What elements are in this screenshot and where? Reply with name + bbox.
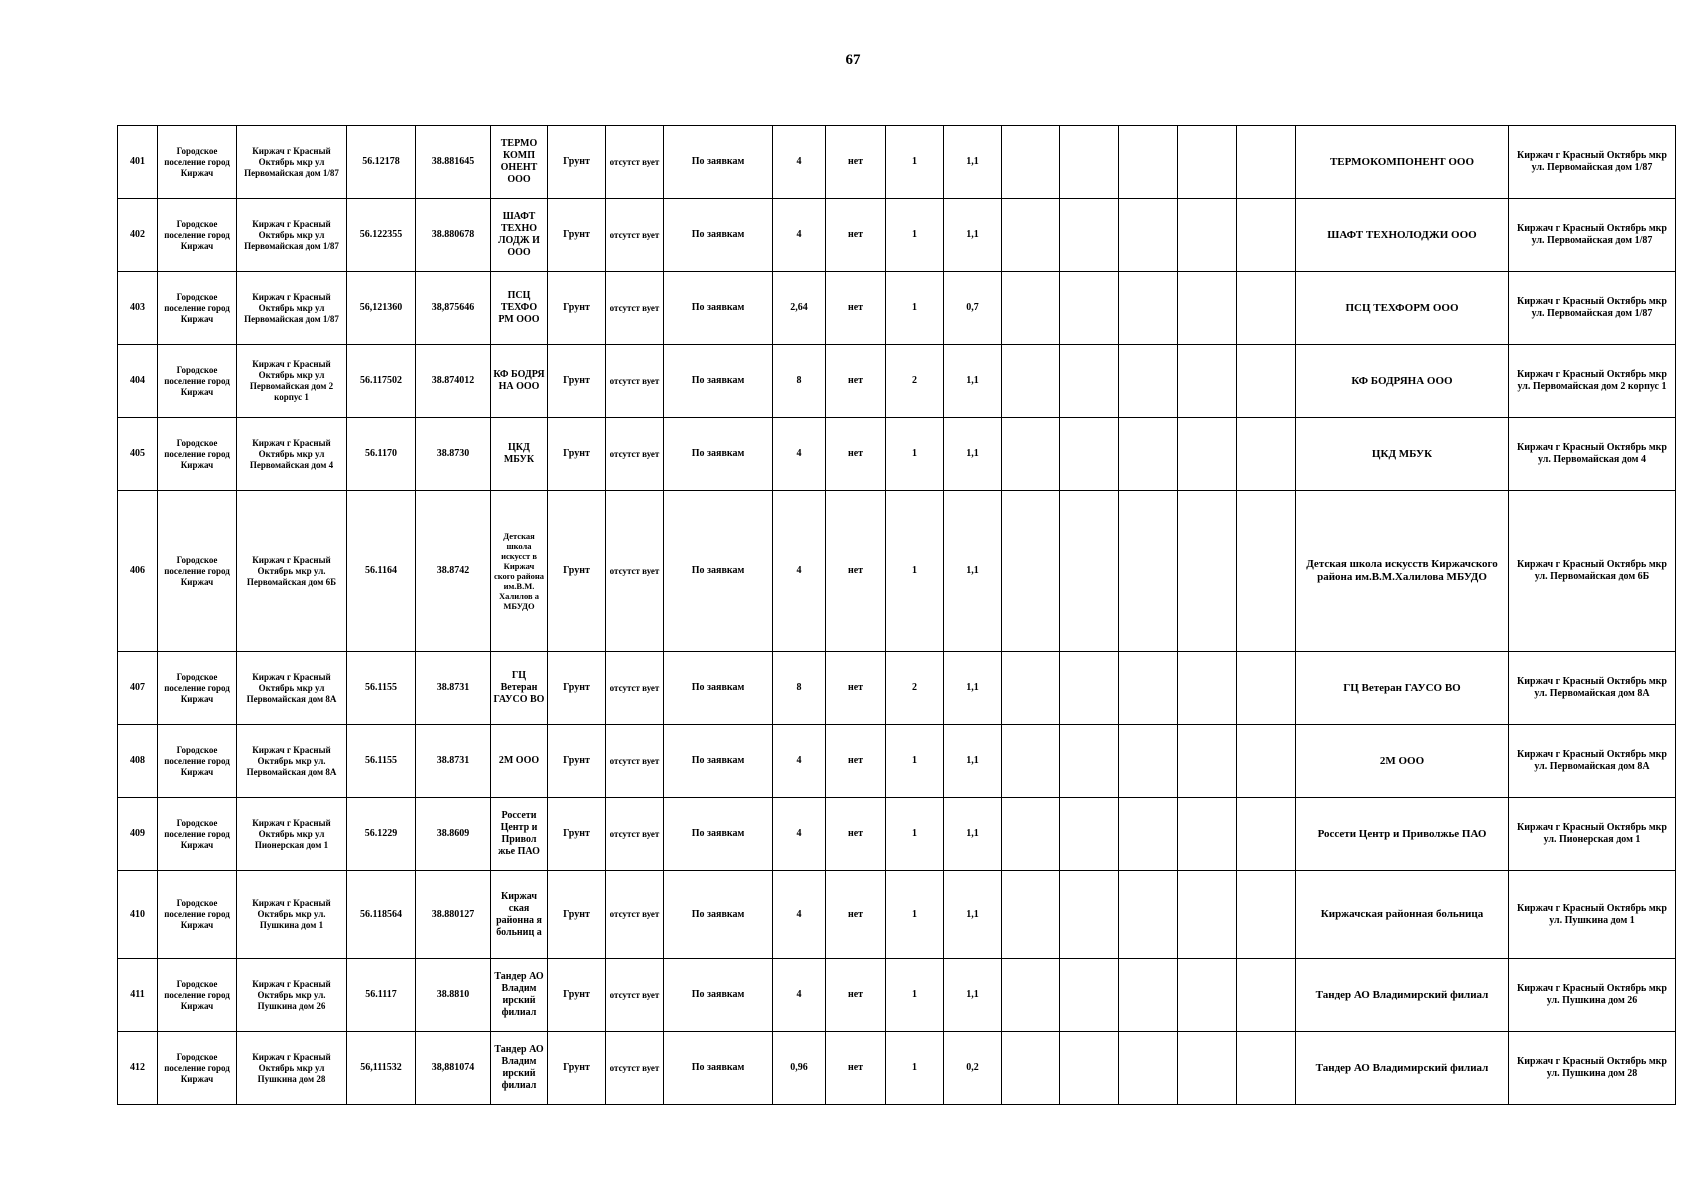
empty-cell <box>1178 199 1237 272</box>
table-row <box>118 1032 1676 1105</box>
empty-cell <box>1002 652 1060 725</box>
empty-cell <box>1119 272 1178 345</box>
area-cell: 4 <box>773 199 826 272</box>
empty-cell <box>1002 871 1060 959</box>
empty-cell <box>1060 272 1119 345</box>
cover-cell: нет <box>826 871 886 959</box>
owner-short-cell: Детская школа искусст в Киржач ского района им.В.М. Халилов а МБУДО <box>491 491 548 652</box>
empty-cell <box>1119 871 1178 959</box>
volume-cell: 1,1 <box>944 418 1002 491</box>
empty-cell <box>1060 345 1119 418</box>
longitude-cell: 38.880678 <box>416 199 491 272</box>
fence-cell: отсутст вует <box>606 871 664 959</box>
address-cell: Киржач г Красный Октябрь мкр ул Первомайская дом 8А <box>237 652 347 725</box>
empty-cell <box>1178 418 1237 491</box>
empty-cell <box>1060 199 1119 272</box>
empty-cell <box>1002 345 1060 418</box>
organization-address-cell: Киржач г Красный Октябрь мкр ул. Первомайская дом 2 корпус 1 <box>1509 345 1676 418</box>
owner-short-cell: ТЕРМО КОМП ОНЕНТ ООО <box>491 126 548 199</box>
latitude-cell: 56.1155 <box>347 725 416 798</box>
empty-cell <box>1060 959 1119 1032</box>
organization-address-cell: Киржач г Красный Октябрь мкр ул. Первомайская дом 1/87 <box>1509 272 1676 345</box>
address-cell: Киржач г Красный Октябрь мкр ул Первомайская дом 1/87 <box>237 199 347 272</box>
cover-cell: нет <box>826 652 886 725</box>
waste-sites-table <box>117 125 1676 1105</box>
table-row <box>118 272 1676 345</box>
row-number: 404 <box>118 345 158 418</box>
empty-cell <box>1237 272 1296 345</box>
volume-cell: 0,7 <box>944 272 1002 345</box>
empty-cell <box>1178 652 1237 725</box>
table-row <box>118 652 1676 725</box>
page-number: 67 <box>845 52 861 68</box>
longitude-cell: 38.874012 <box>416 345 491 418</box>
settlement-cell: Городское поселение город Киржач <box>158 652 237 725</box>
fence-cell: отсутст вует <box>606 959 664 1032</box>
volume-cell: 1,1 <box>944 959 1002 1032</box>
fence-cell: отсутст вует <box>606 1032 664 1105</box>
surface-cell: Грунт <box>548 199 606 272</box>
schedule-cell: По заявкам <box>664 491 773 652</box>
longitude-cell: 38.881645 <box>416 126 491 199</box>
address-cell: Киржач г Красный Октябрь мкр ул Первомайская дом 4 <box>237 418 347 491</box>
empty-cell <box>1060 418 1119 491</box>
latitude-cell: 56,121360 <box>347 272 416 345</box>
row-number: 407 <box>118 652 158 725</box>
volume-cell: 1,1 <box>944 491 1002 652</box>
settlement-cell: Городское поселение город Киржач <box>158 126 237 199</box>
area-cell: 8 <box>773 345 826 418</box>
surface-cell: Грунт <box>548 491 606 652</box>
table-row <box>118 725 1676 798</box>
organization-name-cell: Детская школа искусств Киржачского района им.В.М.Халилова МБУДО <box>1296 491 1509 652</box>
cover-cell: нет <box>826 1032 886 1105</box>
address-cell: Киржач г Красный Октябрь мкр ул. Пушкина дом 26 <box>237 959 347 1032</box>
fence-cell: отсутст вует <box>606 199 664 272</box>
row-number: 402 <box>118 199 158 272</box>
settlement-cell: Городское поселение город Киржач <box>158 272 237 345</box>
empty-cell <box>1002 725 1060 798</box>
containers-cell: 1 <box>886 491 944 652</box>
longitude-cell: 38.880127 <box>416 871 491 959</box>
owner-short-cell: ГЦ Ветеран ГАУСО ВО <box>491 652 548 725</box>
settlement-cell: Городское поселение город Киржач <box>158 199 237 272</box>
surface-cell: Грунт <box>548 798 606 871</box>
volume-cell: 1,1 <box>944 345 1002 418</box>
empty-cell <box>1119 345 1178 418</box>
organization-name-cell: Тандер АО Владимирский филиал <box>1296 1032 1509 1105</box>
row-number: 401 <box>118 126 158 199</box>
fence-cell: отсутст вует <box>606 418 664 491</box>
area-cell: 4 <box>773 798 826 871</box>
empty-cell <box>1002 199 1060 272</box>
latitude-cell: 56.118564 <box>347 871 416 959</box>
area-cell: 4 <box>773 418 826 491</box>
fence-cell: отсутст вует <box>606 126 664 199</box>
address-cell: Киржач г Красный Октябрь мкр ул. Первомайская дом 8А <box>237 725 347 798</box>
address-cell: Киржач г Красный Октябрь мкр ул Первомайская дом 2 корпус 1 <box>237 345 347 418</box>
containers-cell: 1 <box>886 871 944 959</box>
settlement-cell: Городское поселение город Киржач <box>158 725 237 798</box>
empty-cell <box>1237 126 1296 199</box>
empty-cell <box>1060 1032 1119 1105</box>
owner-short-cell: Киржач ская районна я больниц а <box>491 871 548 959</box>
address-cell: Киржач г Красный Октябрь мкр ул Пушкина дом 28 <box>237 1032 347 1105</box>
row-number: 412 <box>118 1032 158 1105</box>
empty-cell <box>1119 491 1178 652</box>
cover-cell: нет <box>826 418 886 491</box>
settlement-cell: Городское поселение город Киржач <box>158 418 237 491</box>
cover-cell: нет <box>826 272 886 345</box>
empty-cell <box>1119 418 1178 491</box>
settlement-cell: Городское поселение город Киржач <box>158 798 237 871</box>
settlement-cell: Городское поселение город Киржач <box>158 959 237 1032</box>
empty-cell <box>1002 126 1060 199</box>
cover-cell: нет <box>826 126 886 199</box>
organization-address-cell: Киржач г Красный Октябрь мкр ул. Первомайская дом 4 <box>1509 418 1676 491</box>
organization-address-cell: Киржач г Красный Октябрь мкр ул. Пушкина дом 1 <box>1509 871 1676 959</box>
cover-cell: нет <box>826 798 886 871</box>
address-cell: Киржач г Красный Октябрь мкр ул Пионерская дом 1 <box>237 798 347 871</box>
area-cell: 0,96 <box>773 1032 826 1105</box>
cover-cell: нет <box>826 491 886 652</box>
longitude-cell: 38.8810 <box>416 959 491 1032</box>
organization-address-cell: Киржач г Красный Октябрь мкр ул. Пионерская дом 1 <box>1509 798 1676 871</box>
table-row <box>118 871 1676 959</box>
fence-cell: отсутст вует <box>606 272 664 345</box>
empty-cell <box>1119 725 1178 798</box>
settlement-cell: Городское поселение город Киржач <box>158 345 237 418</box>
surface-cell: Грунт <box>548 272 606 345</box>
area-cell: 4 <box>773 725 826 798</box>
empty-cell <box>1060 652 1119 725</box>
fence-cell: отсутст вует <box>606 798 664 871</box>
volume-cell: 1,1 <box>944 725 1002 798</box>
surface-cell: Грунт <box>548 1032 606 1105</box>
owner-short-cell: ШАФТ ТЕХНО ЛОДЖ И ООО <box>491 199 548 272</box>
latitude-cell: 56.122355 <box>347 199 416 272</box>
empty-cell <box>1178 871 1237 959</box>
area-cell: 4 <box>773 491 826 652</box>
organization-address-cell: Киржач г Красный Октябрь мкр ул. Пушкина дом 26 <box>1509 959 1676 1032</box>
schedule-cell: По заявкам <box>664 725 773 798</box>
longitude-cell: 38.8742 <box>416 491 491 652</box>
schedule-cell: По заявкам <box>664 345 773 418</box>
settlement-cell: Городское поселение город Киржач <box>158 1032 237 1105</box>
schedule-cell: По заявкам <box>664 798 773 871</box>
fence-cell: отсутст вует <box>606 652 664 725</box>
empty-cell <box>1178 491 1237 652</box>
address-cell: Киржач г Красный Октябрь мкр ул. Первомайская дом 6Б <box>237 491 347 652</box>
owner-short-cell: Тандер АО Владим ирский филиал <box>491 1032 548 1105</box>
area-cell: 4 <box>773 126 826 199</box>
containers-cell: 1 <box>886 1032 944 1105</box>
schedule-cell: По заявкам <box>664 418 773 491</box>
empty-cell <box>1060 725 1119 798</box>
containers-cell: 1 <box>886 959 944 1032</box>
owner-short-cell: ПСЦ ТЕХФО РМ ООО <box>491 272 548 345</box>
organization-name-cell: ПСЦ ТЕХФОРМ ООО <box>1296 272 1509 345</box>
organization-name-cell: ТЕРМОКОМПОНЕНТ ООО <box>1296 126 1509 199</box>
latitude-cell: 56.1117 <box>347 959 416 1032</box>
longitude-cell: 38.8731 <box>416 725 491 798</box>
empty-cell <box>1178 345 1237 418</box>
cover-cell: нет <box>826 345 886 418</box>
table-row <box>118 959 1676 1032</box>
empty-cell <box>1119 798 1178 871</box>
latitude-cell: 56.117502 <box>347 345 416 418</box>
latitude-cell: 56.1155 <box>347 652 416 725</box>
empty-cell <box>1237 345 1296 418</box>
settlement-cell: Городское поселение город Киржач <box>158 871 237 959</box>
cover-cell: нет <box>826 199 886 272</box>
owner-short-cell: ЦКД МБУК <box>491 418 548 491</box>
table-body <box>118 126 1676 1105</box>
longitude-cell: 38.8730 <box>416 418 491 491</box>
table-row <box>118 418 1676 491</box>
owner-short-cell: КФ БОДРЯ НА ООО <box>491 345 548 418</box>
organization-name-cell: Тандер АО Владимирский филиал <box>1296 959 1509 1032</box>
surface-cell: Грунт <box>548 418 606 491</box>
surface-cell: Грунт <box>548 959 606 1032</box>
longitude-cell: 38,881074 <box>416 1032 491 1105</box>
schedule-cell: По заявкам <box>664 1032 773 1105</box>
empty-cell <box>1002 1032 1060 1105</box>
empty-cell <box>1178 725 1237 798</box>
longitude-cell: 38.8609 <box>416 798 491 871</box>
area-cell: 2,64 <box>773 272 826 345</box>
row-number: 410 <box>118 871 158 959</box>
surface-cell: Грунт <box>548 345 606 418</box>
row-number: 409 <box>118 798 158 871</box>
row-number: 405 <box>118 418 158 491</box>
empty-cell <box>1002 491 1060 652</box>
schedule-cell: По заявкам <box>664 652 773 725</box>
empty-cell <box>1178 1032 1237 1105</box>
table-row <box>118 126 1676 199</box>
empty-cell <box>1119 652 1178 725</box>
schedule-cell: По заявкам <box>664 959 773 1032</box>
cover-cell: нет <box>826 725 886 798</box>
address-cell: Киржач г Красный Октябрь мкр ул Первомайская дом 1/87 <box>237 272 347 345</box>
fence-cell: отсутст вует <box>606 491 664 652</box>
containers-cell: 2 <box>886 345 944 418</box>
empty-cell <box>1060 126 1119 199</box>
volume-cell: 1,1 <box>944 652 1002 725</box>
organization-address-cell: Киржач г Красный Октябрь мкр ул. Первомайская дом 8А <box>1509 652 1676 725</box>
empty-cell <box>1060 871 1119 959</box>
area-cell: 4 <box>773 959 826 1032</box>
schedule-cell: По заявкам <box>664 126 773 199</box>
organization-name-cell: ШАФТ ТЕХНОЛОДЖИ ООО <box>1296 199 1509 272</box>
table-row <box>118 491 1676 652</box>
organization-name-cell: Киржачская районная больница <box>1296 871 1509 959</box>
table-row <box>118 199 1676 272</box>
empty-cell <box>1178 959 1237 1032</box>
table-row <box>118 345 1676 418</box>
organization-address-cell: Киржач г Красный Октябрь мкр ул. Первомайская дом 8А <box>1509 725 1676 798</box>
surface-cell: Грунт <box>548 725 606 798</box>
empty-cell <box>1002 418 1060 491</box>
surface-cell: Грунт <box>548 126 606 199</box>
schedule-cell: По заявкам <box>664 272 773 345</box>
organization-address-cell: Киржач г Красный Октябрь мкр ул. Первомайская дом 1/87 <box>1509 199 1676 272</box>
containers-cell: 1 <box>886 126 944 199</box>
volume-cell: 1,1 <box>944 126 1002 199</box>
empty-cell <box>1237 1032 1296 1105</box>
address-cell: Киржач г Красный Октябрь мкр ул Первомайская дом 1/87 <box>237 126 347 199</box>
volume-cell: 1,1 <box>944 871 1002 959</box>
row-number: 403 <box>118 272 158 345</box>
empty-cell <box>1237 725 1296 798</box>
containers-cell: 1 <box>886 798 944 871</box>
empty-cell <box>1002 798 1060 871</box>
latitude-cell: 56.1164 <box>347 491 416 652</box>
empty-cell <box>1237 871 1296 959</box>
containers-cell: 2 <box>886 652 944 725</box>
cover-cell: нет <box>826 959 886 1032</box>
empty-cell <box>1237 798 1296 871</box>
containers-cell: 1 <box>886 418 944 491</box>
volume-cell: 1,1 <box>944 798 1002 871</box>
address-cell: Киржач г Красный Октябрь мкр ул. Пушкина дом 1 <box>237 871 347 959</box>
row-number: 408 <box>118 725 158 798</box>
organization-name-cell: ЦКД МБУК <box>1296 418 1509 491</box>
longitude-cell: 38,875646 <box>416 272 491 345</box>
organization-address-cell: Киржач г Красный Октябрь мкр ул. Первомайская дом 1/87 <box>1509 126 1676 199</box>
owner-short-cell: Россети Центр и Привол жье ПАО <box>491 798 548 871</box>
empty-cell <box>1119 126 1178 199</box>
containers-cell: 1 <box>886 272 944 345</box>
empty-cell <box>1060 491 1119 652</box>
owner-short-cell: Тандер АО Владим ирский филиал <box>491 959 548 1032</box>
empty-cell <box>1178 798 1237 871</box>
longitude-cell: 38.8731 <box>416 652 491 725</box>
latitude-cell: 56.12178 <box>347 126 416 199</box>
empty-cell <box>1119 959 1178 1032</box>
latitude-cell: 56,111532 <box>347 1032 416 1105</box>
schedule-cell: По заявкам <box>664 871 773 959</box>
empty-cell <box>1237 652 1296 725</box>
surface-cell: Грунт <box>548 652 606 725</box>
empty-cell <box>1178 126 1237 199</box>
organization-name-cell: КФ БОДРЯНА ООО <box>1296 345 1509 418</box>
latitude-cell: 56.1170 <box>347 418 416 491</box>
fence-cell: отсутст вует <box>606 345 664 418</box>
containers-cell: 1 <box>886 199 944 272</box>
schedule-cell: По заявкам <box>664 199 773 272</box>
surface-cell: Грунт <box>548 871 606 959</box>
empty-cell <box>1237 491 1296 652</box>
organization-name-cell: Россети Центр и Приволжье ПАО <box>1296 798 1509 871</box>
latitude-cell: 56.1229 <box>347 798 416 871</box>
empty-cell <box>1178 272 1237 345</box>
row-number: 406 <box>118 491 158 652</box>
empty-cell <box>1237 418 1296 491</box>
area-cell: 4 <box>773 871 826 959</box>
fence-cell: отсутст вует <box>606 725 664 798</box>
empty-cell <box>1237 959 1296 1032</box>
organization-address-cell: Киржач г Красный Октябрь мкр ул. Первомайская дом 6Б <box>1509 491 1676 652</box>
area-cell: 8 <box>773 652 826 725</box>
row-number: 411 <box>118 959 158 1032</box>
empty-cell <box>1060 798 1119 871</box>
empty-cell <box>1237 199 1296 272</box>
volume-cell: 1,1 <box>944 199 1002 272</box>
organization-address-cell: Киржач г Красный Октябрь мкр ул. Пушкина дом 28 <box>1509 1032 1676 1105</box>
table-row <box>118 798 1676 871</box>
containers-cell: 1 <box>886 725 944 798</box>
empty-cell <box>1002 959 1060 1032</box>
empty-cell <box>1119 1032 1178 1105</box>
organization-name-cell: 2М ООО <box>1296 725 1509 798</box>
organization-name-cell: ГЦ Ветеран ГАУСО ВО <box>1296 652 1509 725</box>
owner-short-cell: 2М ООО <box>491 725 548 798</box>
empty-cell <box>1002 272 1060 345</box>
empty-cell <box>1119 199 1178 272</box>
settlement-cell: Городское поселение город Киржач <box>158 491 237 652</box>
volume-cell: 0,2 <box>944 1032 1002 1105</box>
